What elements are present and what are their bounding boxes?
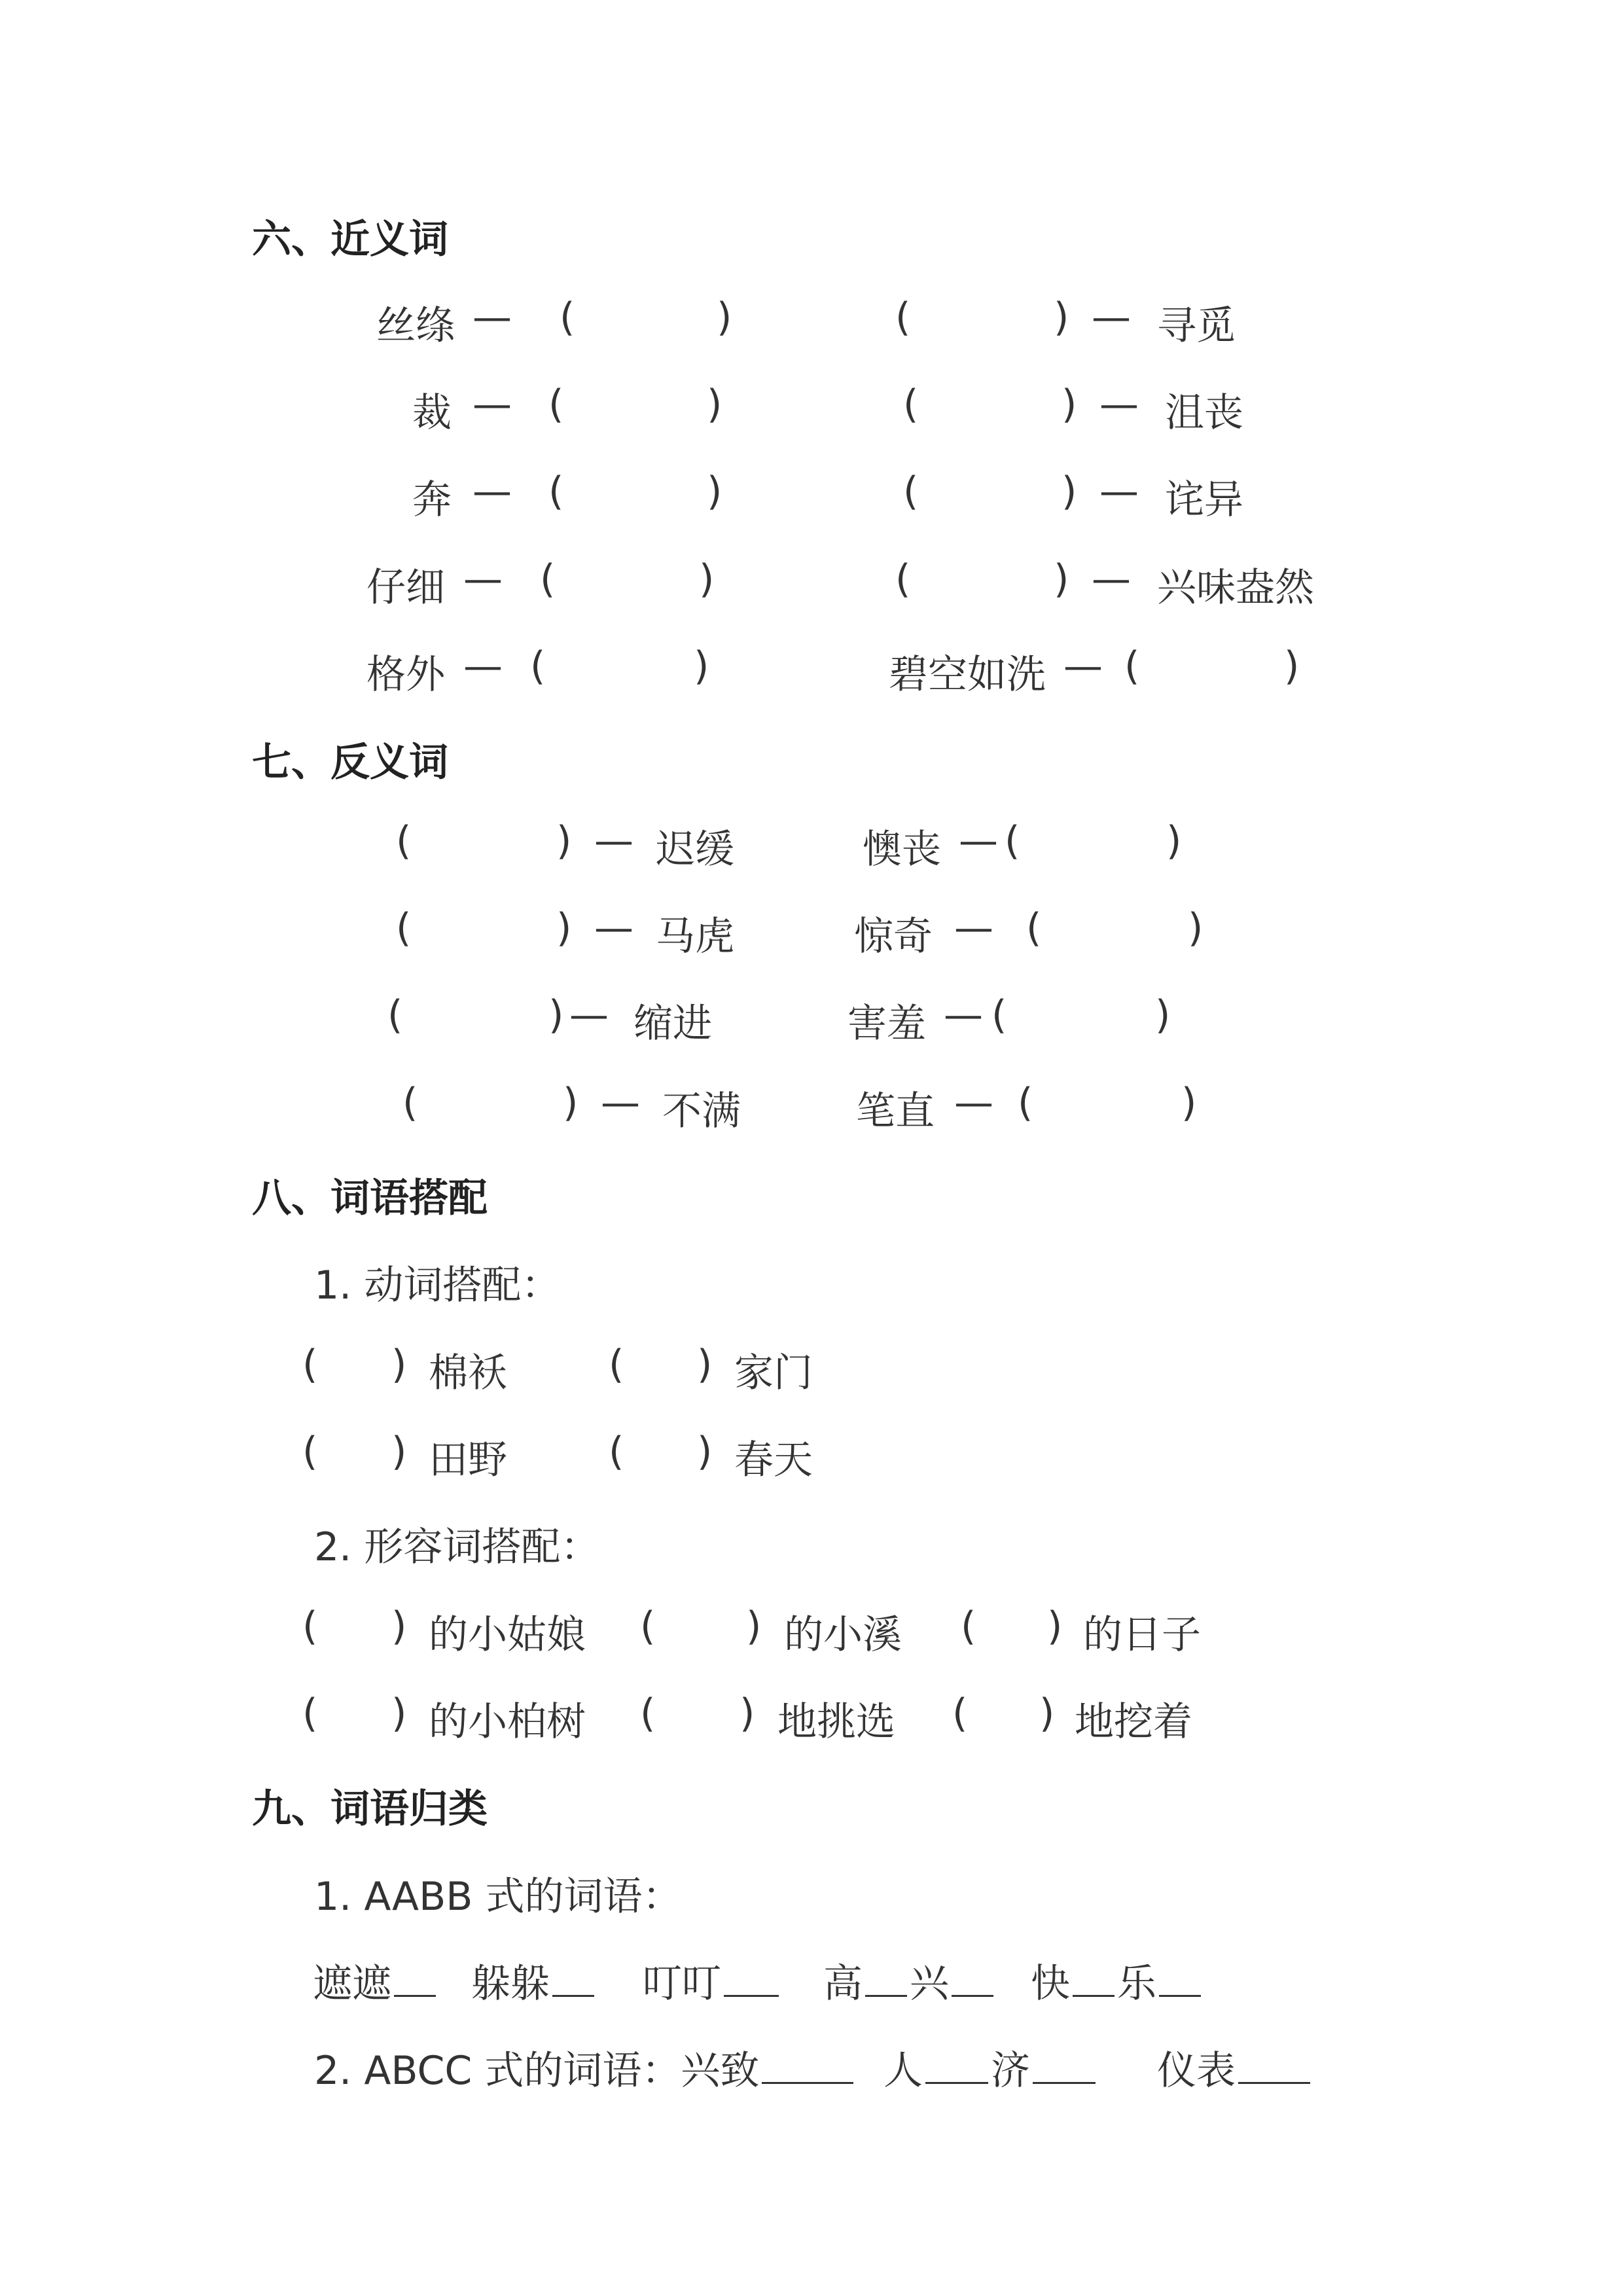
aabb-word: 叮叮 xyxy=(643,1952,781,2009)
dash: — xyxy=(473,469,512,514)
answer-blank[interactable]: ) xyxy=(694,643,709,689)
abcc-word: 仪表 xyxy=(1157,2039,1313,2096)
section-8-heading: 八、词语搭配 xyxy=(252,1175,488,1221)
fill-blank[interactable] xyxy=(1238,2079,1310,2084)
synonym-word: 裁 xyxy=(412,390,452,436)
fill-blank[interactable] xyxy=(1073,1992,1115,1997)
answer-blank[interactable]: ) xyxy=(697,1342,713,1388)
dash: — xyxy=(463,556,503,602)
open-paren: ( xyxy=(895,295,911,340)
abcc-line: 2. ABCC 式的词语：兴致 xyxy=(314,2039,856,2096)
open-paren: ( xyxy=(1018,1080,1033,1126)
answer-blank[interactable]: ) xyxy=(1039,1691,1055,1736)
answer-blank[interactable]: ) xyxy=(391,1342,407,1388)
dash: — xyxy=(594,818,633,864)
answer-blank[interactable]: ) xyxy=(1054,556,1069,602)
answer-blank[interactable]: ) xyxy=(707,469,722,514)
collocation-word: 的日子 xyxy=(1083,1612,1201,1658)
answer-blank[interactable]: ) xyxy=(1047,1604,1063,1649)
open-paren: ( xyxy=(302,1604,318,1649)
synonym-word: 丝绦 xyxy=(376,303,455,349)
answer-blank[interactable]: ) xyxy=(391,1429,407,1475)
open-paren: ( xyxy=(640,1604,656,1649)
answer-blank[interactable]: ) xyxy=(1061,382,1077,427)
antonym-word: 笔直 xyxy=(856,1088,935,1134)
dash: — xyxy=(1099,469,1139,514)
aabb-word: 高 兴 xyxy=(823,1952,996,2009)
fill-blank[interactable] xyxy=(865,1992,907,1997)
fill-blank[interactable] xyxy=(724,1992,779,1997)
dash: — xyxy=(1092,556,1131,602)
open-paren: ( xyxy=(1005,818,1020,864)
answer-blank[interactable]: ) xyxy=(1188,905,1204,951)
dash: — xyxy=(601,1080,640,1126)
answer-blank[interactable]: ) xyxy=(699,556,715,602)
abcc-word: 人 济 xyxy=(883,2039,1098,2096)
answer-blank[interactable]: ) xyxy=(746,1604,762,1649)
antonym-word: 迟缓 xyxy=(656,827,734,872)
dash: — xyxy=(954,1080,993,1126)
synonym-word: 诧异 xyxy=(1165,477,1243,523)
open-paren: ( xyxy=(903,469,919,514)
answer-blank[interactable]: ) xyxy=(563,1080,579,1126)
open-paren: ( xyxy=(640,1691,656,1736)
answer-blank[interactable]: ) xyxy=(391,1691,407,1736)
dash: — xyxy=(944,992,983,1038)
open-paren: ( xyxy=(991,992,1007,1038)
open-paren: ( xyxy=(895,556,911,602)
answer-blank[interactable]: ) xyxy=(1181,1080,1197,1126)
open-paren: ( xyxy=(609,1429,624,1475)
answer-blank[interactable]: ) xyxy=(1284,643,1300,689)
antonym-word: 不满 xyxy=(662,1088,741,1134)
antonym-word: 害羞 xyxy=(847,1001,926,1047)
open-paren: ( xyxy=(530,643,546,689)
open-paren: ( xyxy=(387,992,403,1038)
synonym-word: 沮丧 xyxy=(1165,390,1243,436)
antonym-word: 缩进 xyxy=(633,1001,712,1047)
open-paren: ( xyxy=(1026,905,1042,951)
aabb-word: 躲躲 xyxy=(471,1952,597,2009)
dash: — xyxy=(1099,382,1139,427)
answer-blank[interactable]: ) xyxy=(697,1429,713,1475)
open-paren: ( xyxy=(548,382,564,427)
dash: — xyxy=(463,643,503,689)
dash: — xyxy=(473,295,512,340)
aabb-word: 遮遮 xyxy=(313,1952,438,2009)
answer-blank[interactable]: ) xyxy=(1054,295,1069,340)
dash: — xyxy=(1063,643,1103,689)
section-6-heading: 六、近义词 xyxy=(252,217,448,262)
dash: — xyxy=(959,818,998,864)
dash: — xyxy=(594,905,633,951)
synonym-word: 兴味盎然 xyxy=(1157,565,1314,611)
antonym-word: 惊奇 xyxy=(854,914,933,960)
collocation-word: 家门 xyxy=(734,1350,813,1396)
dash: — xyxy=(954,905,993,951)
fill-blank[interactable] xyxy=(394,1992,436,1997)
answer-blank[interactable]: ) xyxy=(707,382,722,427)
subheading-adjective: 2. 形容词搭配： xyxy=(314,1524,600,1570)
open-paren: ( xyxy=(952,1691,968,1736)
open-paren: ( xyxy=(396,818,412,864)
answer-blank[interactable]: ) xyxy=(1061,469,1077,514)
fill-blank[interactable] xyxy=(552,1992,594,1997)
open-paren: ( xyxy=(540,556,556,602)
answer-blank[interactable]: ) xyxy=(740,1691,755,1736)
antonym-word: 懊丧 xyxy=(863,827,941,872)
open-paren: ( xyxy=(903,382,919,427)
subheading-aabb: 1. AABB 式的词语： xyxy=(314,1874,682,1920)
collocation-word: 田野 xyxy=(429,1437,507,1483)
collocation-word: 的小柏树 xyxy=(429,1699,586,1745)
dash: — xyxy=(1092,295,1131,340)
answer-blank[interactable]: ) xyxy=(556,905,572,951)
aabb-word: 快 乐 xyxy=(1031,1952,1204,2009)
fill-blank[interactable] xyxy=(1033,2079,1096,2084)
synonym-word: 碧空如洗 xyxy=(889,652,1046,698)
synonym-word: 格外 xyxy=(366,652,445,698)
collocation-word: 的小溪 xyxy=(784,1612,902,1658)
open-paren: ( xyxy=(302,1429,318,1475)
open-paren: ( xyxy=(609,1342,624,1388)
fill-blank[interactable] xyxy=(1159,1992,1201,1997)
answer-blank[interactable]: ) xyxy=(548,992,564,1038)
subheading-verb: 1. 动词搭配： xyxy=(314,1263,561,1308)
open-paren: ( xyxy=(560,295,575,340)
fill-blank[interactable] xyxy=(925,2079,988,2084)
antonym-word: 马虎 xyxy=(656,914,734,960)
collocation-word: 地挖着 xyxy=(1075,1699,1192,1745)
synonym-word: 奔 xyxy=(412,477,452,523)
collocation-word: 地挑选 xyxy=(777,1699,895,1745)
open-paren: ( xyxy=(302,1342,318,1388)
open-paren: ( xyxy=(961,1604,976,1649)
dash: — xyxy=(569,992,609,1038)
answer-blank[interactable]: ) xyxy=(717,295,732,340)
collocation-word: 棉袄 xyxy=(429,1350,507,1396)
section-9-heading: 九、词语归类 xyxy=(252,1786,488,1832)
fill-blank[interactable] xyxy=(952,1992,993,1997)
section-7-heading: 七、反义词 xyxy=(252,740,448,785)
open-paren: ( xyxy=(396,905,412,951)
answer-blank[interactable]: ) xyxy=(556,818,572,864)
synonym-word: 仔细 xyxy=(366,565,445,611)
collocation-word: 的小姑娘 xyxy=(429,1612,586,1658)
fill-blank[interactable] xyxy=(762,2079,853,2084)
open-paren: ( xyxy=(402,1080,418,1126)
answer-blank[interactable]: ) xyxy=(1155,992,1171,1038)
open-paren: ( xyxy=(548,469,564,514)
answer-blank[interactable]: ) xyxy=(391,1604,407,1649)
open-paren: ( xyxy=(1124,643,1140,689)
collocation-word: 春天 xyxy=(734,1437,813,1483)
dash: — xyxy=(473,382,512,427)
synonym-word: 寻觅 xyxy=(1157,303,1236,349)
open-paren: ( xyxy=(302,1691,318,1736)
answer-blank[interactable]: ) xyxy=(1166,818,1182,864)
